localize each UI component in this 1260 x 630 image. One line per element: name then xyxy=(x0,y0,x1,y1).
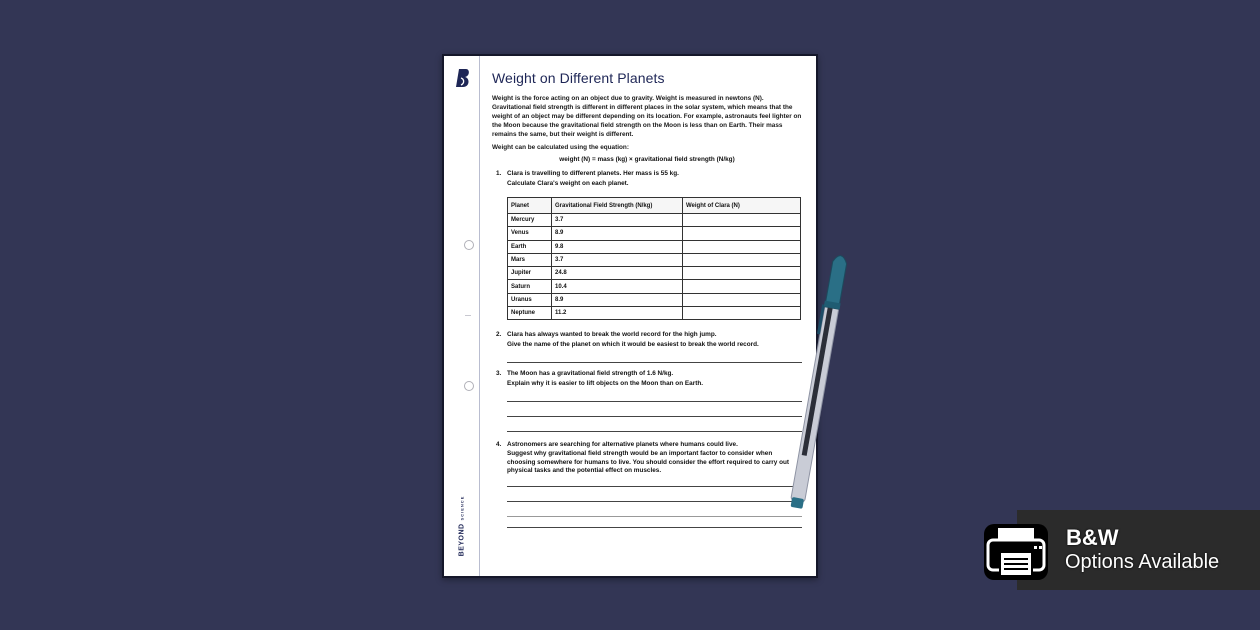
worksheet-content xyxy=(492,70,802,528)
planet-table xyxy=(507,197,801,320)
header-gfs: Gravitational Field Strength (N/kg) xyxy=(552,198,683,214)
table-row: Jupiter 24.8 xyxy=(508,267,801,280)
answer-cell[interactable] xyxy=(683,307,801,320)
equation-intro: Weight can be calculated using the equation: xyxy=(492,144,629,151)
answer-cell[interactable] xyxy=(683,240,801,253)
printer-icon xyxy=(980,520,1052,582)
brand-main: BEYOND xyxy=(458,523,466,557)
answer-line[interactable] xyxy=(507,501,802,502)
answer-cell[interactable] xyxy=(683,293,801,306)
worksheet-title: Weight on Different Planets xyxy=(492,70,665,86)
intro-paragraph: Weight is the force acting on an object due to gravity. Weight is measured in newtons (N). Gravitational field strength is different in different places in the solar system, which means that the weight of an object may be different depending on its location. For example, astronauts feel lighter on the Moon because the gravitational field strength on the Moon is less than on Earth. Their mass remains the same, but their weight is different. xyxy=(492,95,802,138)
weight-equation: weight (N) = mass (kg) × gravitational field strength (N/kg) xyxy=(559,156,735,163)
table-row: Saturn 10.4 xyxy=(508,280,801,293)
fold-mark xyxy=(465,315,471,316)
brand-sub: SCIENCE xyxy=(459,495,465,521)
bw-options-banner xyxy=(1017,510,1260,590)
answer-line[interactable] xyxy=(507,527,802,528)
question-2: 2. Clara has always wanted to break the world record for the high jump. Give the name of the planet on which it would be easiest to break the world record. xyxy=(496,331,759,349)
table-row: Venus 8.9 xyxy=(508,227,801,240)
answer-cell[interactable] xyxy=(683,267,801,280)
question-4: 4. Astronomers are searching for alternative planets where humans could live. Suggest why gravitational field strength would be an important factor to consider when choosing somewhere for humans to live. You should consider the effort required to carry out physical tasks and the potential effect on muscles. xyxy=(496,441,790,475)
pen-icon xyxy=(790,245,850,515)
answer-cell[interactable] xyxy=(683,280,801,293)
answer-line[interactable] xyxy=(507,401,802,402)
answer-cell[interactable] xyxy=(683,227,801,240)
answer-line[interactable] xyxy=(507,416,802,417)
table-row: Neptune 11.2 xyxy=(508,307,801,320)
punch-hole-top xyxy=(464,240,474,250)
beyond-logo-icon xyxy=(455,68,471,88)
question-3: 3. The Moon has a gravitational field strength of 1.6 N/kg. Explain why it is easier to lift objects on the Moon than on Earth. xyxy=(496,370,704,388)
brand-vertical xyxy=(454,486,470,566)
bw-title: B&W xyxy=(1066,525,1119,550)
table-row: Earth 9.8 xyxy=(508,240,801,253)
header-weight: Weight of Clara (N) xyxy=(683,198,801,214)
answer-cell[interactable] xyxy=(683,253,801,266)
question-1: 1. Clara is travelling to different planets. Her mass is 55 kg. Calculate Clara's weight on each planet. xyxy=(496,170,679,187)
answer-line[interactable] xyxy=(507,431,802,432)
answer-line[interactable] xyxy=(507,516,802,517)
table-row: Mars 3.7 xyxy=(508,253,801,266)
answer-line[interactable] xyxy=(507,486,802,487)
answer-cell[interactable] xyxy=(683,214,801,227)
answer-line[interactable] xyxy=(507,362,802,363)
punch-hole-bottom xyxy=(464,381,474,391)
header-planet: Planet xyxy=(508,198,552,214)
worksheet-page xyxy=(442,54,818,578)
page-margin xyxy=(444,56,480,576)
table-row: Uranus 8.9 xyxy=(508,293,801,306)
bw-subtitle: Options Available xyxy=(1065,551,1220,573)
table-row: Mercury 3.7 xyxy=(508,214,801,227)
